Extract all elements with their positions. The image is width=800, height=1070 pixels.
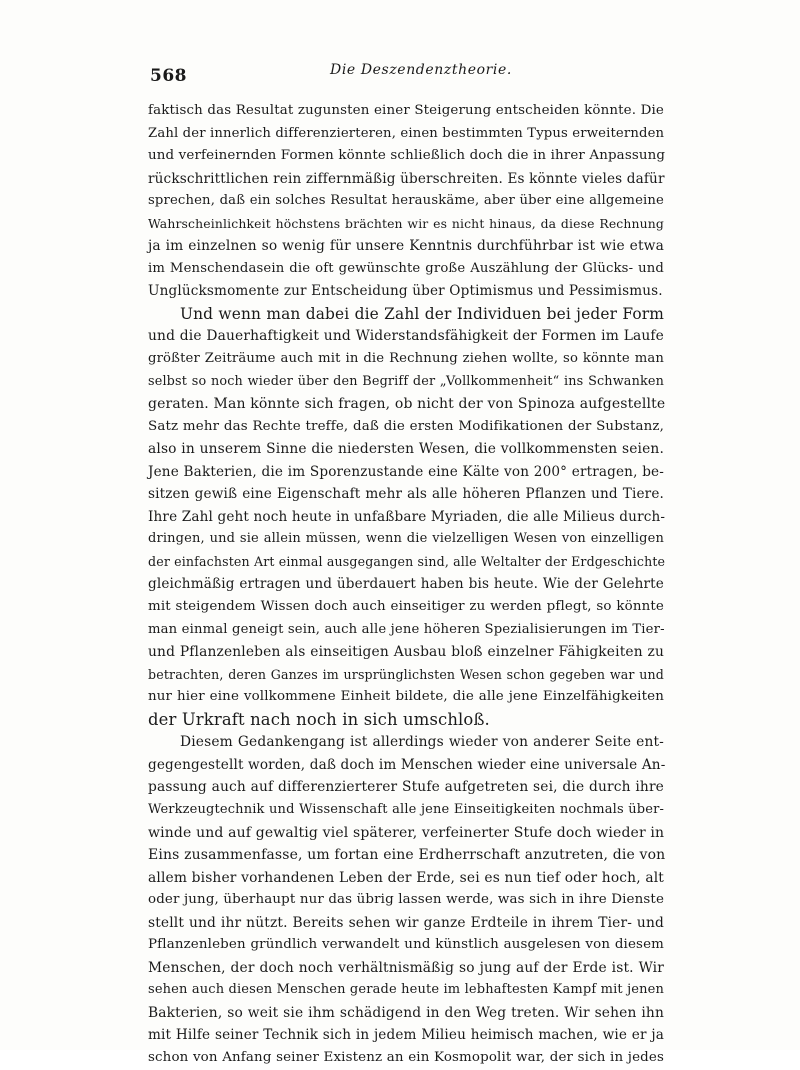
text-line: sprechen, daß ein solches Resultat herauskäme, aber über eine allgemeine [148,193,664,209]
text-line: Diesem Gedankengang ist allerdings wieder von anderer Seite ent- [180,734,664,751]
text-line: faktisch das Resultat zugunsten einer Steigerung entscheiden könnte. Die [148,103,664,118]
text-line: Bakterien, so weit sie ihm schädigend in den Weg treten. Wir sehen ihn [148,1004,664,1021]
text-line: geraten. Man könnte sich fragen, ob nicht der von Spinoza aufgestellte [148,396,666,413]
text-line: sehen auch diesen Menschen gerade heute im lebhaftesten Kampf mit jenen [148,982,664,998]
text-line: betrachten, deren Ganzes im ursprünglichsten Wesen schon gegeben war und [148,666,664,682]
text-line: mit Hilfe seiner Technik sich in jedem Milieu heimisch machen, wie er ja [148,1027,664,1044]
text-line: Pflanzenleben gründlich verwandelt und künstlich ausgelesen von diesem [148,937,664,953]
text-line: stellt und ihr nützt. Bereits sehen wir ganze Erdteile in ihrem Tier- und [148,914,664,931]
text-line: der einfachsten Art einmal ausgegangen sind, alle Weltalter der Erdgeschichte [148,553,666,569]
text-line: Jene Bakterien, die im Sporenzustande eine Kälte von 200° ertragen, be- [148,463,664,480]
text-line: man einmal geneigt sein, auch alle jene höheren Spezialisierungen im Tier- [148,621,665,637]
text-line: Werkzeugtechnik und Wissenschaft alle jene Einseitigkeiten nochmals über- [148,801,664,817]
page-header [150,58,670,88]
text-line: passung auch auf differenzierterer Stufe aufgetreten sei, die durch ihre [148,779,664,796]
text-line: Wahrscheinlichkeit höchstens brächten wir es nicht hinaus, da diese Rechnung [148,215,664,231]
text-line: Ihre Zahl geht noch heute in unfaßbare Myriaden, die alle Milieus durch- [148,508,666,525]
text-line: der Urkraft nach noch in sich umschloß. [148,709,490,729]
page-number: 568 [150,66,187,86]
text-line: dringen, und sie allein müssen, wenn die vielzelligen Wesen von einzelligen [148,531,664,547]
text-line: Zahl der innerlich differenzierteren, einen bestimmten Typus erweiternden [148,125,665,141]
text-line: im Menschendasein die oft gewünschte große Auszählung der Glücks- und [148,260,664,276]
body-text [148,100,664,1070]
text-line: größter Zeiträume auch mit in die Rechnung ziehen wollte, so könnte man [148,351,664,367]
text-line: gleichmäßig ertragen und überdauert haben bis heute. Wie der Gelehrte [148,576,664,593]
text-line: ja im einzelnen so wenig für unsere Kenntnis durchführbar ist wie etwa [148,238,664,255]
text-line: allem bisher vorhandenen Leben der Erde, sei es nun tief oder hoch, alt [148,869,664,886]
text-line: also in unserem Sinne die niedersten Wesen, die vollkommensten seien. [148,441,664,458]
text-line: Unglücksmomente zur Entscheidung über Optimismus und Pessimismus. [148,283,663,300]
text-line: winde und auf gewaltig viel späterer, verfeinerter Stufe doch wieder in [148,824,665,841]
text-line: und die Dauerhaftigkeit und Widerstandsfähigkeit der Formen im Laufe [148,328,664,345]
text-line: Menschen, der doch noch verhältnismäßig so jung auf der Erde ist. Wir [148,959,664,976]
text-line: selbst so noch wieder über den Begriff der „Vollkommenheit“ ins Schwanken [148,373,664,389]
text-line: nur hier eine vollkommene Einheit bildete, die alle jene Einzelfähigkeiten [148,689,664,705]
text-line: schon von Anfang seiner Existenz an ein Kosmopolit war, der sich in jedes [148,1049,664,1065]
text-line: und verfeinernden Formen könnte schließlich doch die in ihrer Anpassung [148,148,666,164]
text-line: Und wenn man dabei die Zahl der Individuen bei jeder Form [180,304,664,323]
text-line: Eins zusammenfasse, um fortan eine Erdherrschaft anzutreten, die von [148,847,666,864]
running-head: Die Deszendenztheorie. [330,62,512,78]
text-line: mit steigendem Wissen doch auch einseitiger zu werden pflegt, so könnte [148,599,664,615]
text-line: Satz mehr das Rechte treffe, daß die ersten Modifikationen der Substanz, [148,418,664,434]
text-line: rückschrittlichen rein ziffernmäßig überschreiten. Es könnte vieles dafür [148,170,665,187]
text-line: und Pflanzenleben als einseitigen Ausbau bloß einzelner Fähigkeiten zu [148,644,664,661]
text-line: oder jung, überhaupt nur das übrig lassen werde, was sich in ihre Dienste [148,892,665,908]
text-line: sitzen gewiß eine Eigenschaft mehr als alle höheren Pflanzen und Tiere. [148,486,664,503]
text-line: gegengestellt worden, daß doch im Menschen wieder eine universale An- [148,756,666,773]
